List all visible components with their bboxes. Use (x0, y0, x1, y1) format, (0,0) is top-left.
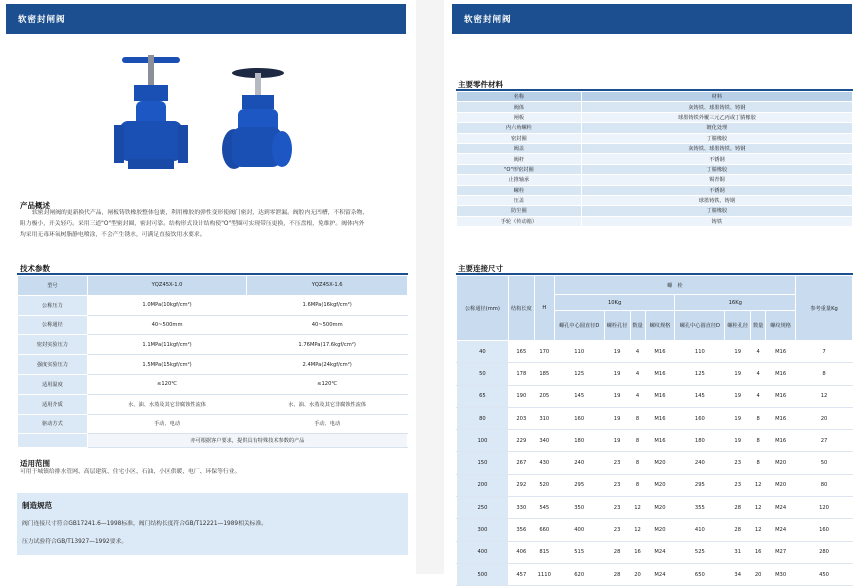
table-row (457, 430, 853, 452)
conn-cell: 406 (508, 541, 534, 563)
conn-cell: 280 (796, 541, 853, 563)
conn-cell: 20 (630, 563, 645, 585)
conn-cell: 7 (796, 341, 853, 363)
table-row (457, 154, 853, 164)
tech-value: ≤120℃ (247, 374, 408, 394)
conn-cell: 8 (796, 363, 853, 385)
part-material: 镀化处理 (581, 123, 852, 133)
part-name: 阀杆 (457, 154, 582, 164)
conn-cell: M16 (766, 407, 796, 429)
conn-cell: 110 (675, 341, 725, 363)
conn-cell: 80 (457, 407, 509, 429)
tech-value: 水、油、水蒸及其它非腐蚀性流体 (87, 394, 247, 414)
part-material: 灰铸铁、球墨铸铁、铸钢 (581, 143, 852, 153)
conn-cell: 16 (630, 541, 645, 563)
conn-cell: M16 (766, 385, 796, 407)
part-material: 丁腈橡胶 (581, 164, 852, 174)
standards-line-1: 阀门连接尺寸符合GB17241.6—1998标准，阀门结构长度符合GB/T12221—1989相关标准。 (22, 521, 268, 527)
conn-cell: 28 (725, 519, 751, 541)
conn-cell: M24 (645, 541, 675, 563)
conn-cell: 205 (534, 385, 554, 407)
conn-cell: 240 (675, 452, 725, 474)
conn-cell: 1110 (534, 563, 554, 585)
col-16kg: 16Kg (675, 295, 796, 311)
conn-cell: 19 (725, 341, 751, 363)
conn-cell: M24 (645, 563, 675, 585)
overview-title: 产品概述 (20, 201, 50, 210)
conn-cell: M16 (645, 407, 675, 429)
conn-cell: 125 (554, 363, 604, 385)
part-name: 阀体 (457, 102, 582, 112)
conn-cell: 28 (725, 497, 751, 519)
conn-cell: 525 (675, 541, 725, 563)
conn-cell: 815 (534, 541, 554, 563)
table-row (457, 497, 853, 519)
conn-cell: 23 (725, 474, 751, 496)
overview-line-3: 均采用无毒环氧树脂静电喷涂，不会产生锈水，可满足直接饮用水要求。 (20, 232, 206, 238)
tech-label: 强度实验压力 (18, 355, 88, 375)
right-page (444, 0, 856, 578)
standards-title: 制造规范 (22, 501, 52, 510)
table-row (457, 474, 853, 496)
standards-box (17, 493, 408, 555)
conn-cell: 430 (534, 452, 554, 474)
table-row (457, 363, 853, 385)
tech-value: 1.5MPa(15kgf/cm²) (87, 355, 247, 375)
part-material: 丁腈橡胶 (581, 133, 852, 143)
conn-cell: 4 (630, 385, 645, 407)
conn-cell: 310 (534, 407, 554, 429)
conn-cell: 27 (796, 430, 853, 452)
tech-value: 2.4MPa(24kgf/cm²) (247, 355, 408, 375)
part-name: 手轮（传动箱） (457, 216, 582, 226)
table-row (457, 341, 853, 363)
connection-title: 主要连接尺寸 (458, 264, 503, 273)
conn-cell: 23 (604, 497, 630, 519)
conn-cell: 8 (630, 452, 645, 474)
tech-label: 公称通径 (18, 315, 88, 335)
table-row (457, 563, 853, 585)
table-row (457, 385, 853, 407)
valve-image-1 (112, 55, 190, 183)
table-row (457, 112, 853, 122)
tech-value: 1.76MPa(17.6kgf/cm²) (247, 335, 408, 355)
conn-cell: 350 (554, 497, 604, 519)
conn-cell: M30 (766, 563, 796, 585)
conn-cell: 180 (554, 430, 604, 452)
conn-cell: 19 (725, 430, 751, 452)
conn-cell: 19 (604, 341, 630, 363)
conn-cell: 545 (534, 497, 554, 519)
tech-label: 适用温度 (18, 374, 88, 394)
conn-cell: 16 (751, 541, 766, 563)
conn-cell: 12 (751, 497, 766, 519)
conn-cell: 40 (457, 341, 509, 363)
conn-cell: 160 (554, 407, 604, 429)
tech-title: 技术参数 (20, 264, 50, 273)
conn-cell: 8 (751, 452, 766, 474)
conn-cell: M20 (645, 497, 675, 519)
conn-cell: 19 (725, 363, 751, 385)
col-length: 结构长度 (508, 276, 534, 341)
materials-header-1: 材料 (581, 92, 852, 102)
conn-cell: 515 (554, 541, 604, 563)
conn-cell: 19 (604, 407, 630, 429)
conn-cell: M16 (645, 385, 675, 407)
table-row (18, 335, 408, 355)
part-name: 内六角螺栓 (457, 123, 582, 133)
part-name: 止推轴承 (457, 175, 582, 185)
conn-cell: 23 (604, 519, 630, 541)
conn-cell: 8 (751, 430, 766, 452)
tech-value: 水、油、水蒸及其它非腐蚀性流体 (247, 394, 408, 414)
part-material: 丁腈橡胶 (581, 206, 852, 216)
table-row (457, 123, 853, 133)
conn-cell: 19 (725, 407, 751, 429)
conn-cell: M20 (766, 474, 796, 496)
conn-cell: 4 (630, 341, 645, 363)
conn-cell: 20 (751, 563, 766, 585)
conn-cell: 20 (796, 407, 853, 429)
conn-cell: 4 (630, 363, 645, 385)
conn-cell: 145 (675, 385, 725, 407)
overview-line-1: 软密封闸阀的更新换代产品，闸板铸铁橡胶整体包裹，利用橡胶的弹性变形使阀门密封，达到零泄漏。阀腔内无凹槽，不积留杂物， (32, 210, 369, 216)
conn-cell: 410 (675, 519, 725, 541)
conn-cell: 356 (508, 519, 534, 541)
conn-cell: 110 (554, 341, 604, 363)
materials-table (456, 91, 853, 227)
col-spec-16: 螺纹规格 (766, 311, 796, 341)
conn-cell: 165 (508, 341, 534, 363)
tech-note-row (18, 434, 408, 448)
tech-value: 1.6MPa(16kgf/cm²) (247, 295, 408, 315)
table-row (457, 519, 853, 541)
conn-cell: M16 (766, 341, 796, 363)
conn-cell: 620 (554, 563, 604, 585)
table-row (457, 143, 853, 153)
conn-cell: 145 (554, 385, 604, 407)
part-material: 不锈钢 (581, 185, 852, 195)
conn-cell: 178 (508, 363, 534, 385)
table-row (457, 175, 853, 185)
conn-cell: 450 (796, 563, 853, 585)
part-name: 阀盖 (457, 143, 582, 153)
conn-cell: 19 (604, 385, 630, 407)
tech-value: 1.0MPa(10kgf/cm²) (87, 295, 247, 315)
conn-cell: M16 (645, 430, 675, 452)
materials-header-0: 名称 (457, 92, 582, 102)
left-page (0, 0, 416, 574)
col-h: H (534, 276, 554, 341)
materials-title: 主要零件材料 (458, 80, 503, 89)
conn-cell: 150 (457, 452, 509, 474)
conn-cell: 4 (751, 385, 766, 407)
conn-cell: 267 (508, 452, 534, 474)
conn-cell: 19 (725, 385, 751, 407)
conn-cell: 292 (508, 474, 534, 496)
table-row (457, 102, 853, 112)
conn-cell: 23 (725, 452, 751, 474)
conn-cell: 8 (630, 430, 645, 452)
part-name: 防尘圈 (457, 206, 582, 216)
conn-cell: 31 (725, 541, 751, 563)
conn-cell: 125 (675, 363, 725, 385)
col-hole-10: 螺栓孔径 (604, 311, 630, 341)
conn-cell: 190 (508, 385, 534, 407)
col-qty-16: 数量 (751, 311, 766, 341)
conn-cell: 200 (457, 474, 509, 496)
part-name: 闸板 (457, 112, 582, 122)
part-material: 球墨铸铁外覆三元乙丙或丁腈橡胶 (581, 112, 852, 122)
part-material: 铸铁 (581, 216, 852, 226)
conn-cell: 28 (604, 563, 630, 585)
conn-cell: 295 (675, 474, 725, 496)
part-material: 锡青铜 (581, 175, 852, 185)
conn-cell: 8 (751, 407, 766, 429)
conn-cell: M16 (766, 430, 796, 452)
connection-table (456, 275, 853, 586)
conn-cell: 170 (534, 341, 554, 363)
conn-cell: 500 (457, 563, 509, 585)
col-pcd-16: 螺孔中心圆直径D (675, 311, 725, 341)
tech-label: 密封实验压力 (18, 335, 88, 355)
table-row (457, 541, 853, 563)
conn-cell: M20 (645, 519, 675, 541)
conn-cell: 28 (604, 541, 630, 563)
table-row (18, 355, 408, 375)
overview-line-2: 阻力极小，开关轻巧。采用三道"O"型密封圈，密封可靠。结构形式设计结构使"O"型圈可实现带压更换，不压盘根，免维护。阀体内外 (20, 221, 365, 227)
conn-cell: M24 (766, 519, 796, 541)
conn-cell: M24 (766, 497, 796, 519)
conn-cell: M20 (645, 452, 675, 474)
conn-cell: 240 (554, 452, 604, 474)
conn-cell: 12 (796, 385, 853, 407)
conn-cell: 120 (796, 497, 853, 519)
conn-cell: 50 (796, 452, 853, 474)
table-row (18, 315, 408, 335)
col-pcd-10: 螺孔中心圆直径D (554, 311, 604, 341)
tech-value: ≤120℃ (87, 374, 247, 394)
conn-cell: 100 (457, 430, 509, 452)
scope-text: 可用于城镇给排水管网、高层建筑、住宅小区、石油、小区供暖、电厂、环保等行业。 (20, 469, 241, 475)
conn-cell: 340 (534, 430, 554, 452)
conn-cell: 8 (630, 407, 645, 429)
conn-cell: 8 (630, 474, 645, 496)
conn-cell: 520 (534, 474, 554, 496)
tech-label: 公称压力 (18, 295, 88, 315)
conn-cell: 12 (751, 474, 766, 496)
tech-header-row (18, 276, 408, 296)
conn-cell: 19 (604, 363, 630, 385)
table-row (457, 195, 853, 205)
conn-cell: 300 (457, 519, 509, 541)
table-row (457, 216, 853, 226)
conn-cell: 4 (751, 341, 766, 363)
tech-value: 40~500mm (87, 315, 247, 335)
conn-cell: 160 (796, 519, 853, 541)
tech-label: 驱动方式 (18, 414, 88, 434)
tech-note: 亦可根据客户要求，提供具有特殊技术参数的产品 (87, 434, 407, 448)
conn-cell: M16 (766, 363, 796, 385)
conn-cell: M16 (645, 363, 675, 385)
conn-cell: 229 (508, 430, 534, 452)
conn-cell: 4 (751, 363, 766, 385)
standards-line-2: 压力试验符合GB/T13927—1992要求。 (22, 539, 128, 545)
page-gutter (416, 0, 444, 574)
col-spec-10: 螺纹规格 (645, 311, 675, 341)
conn-cell: 295 (554, 474, 604, 496)
conn-cell: 250 (457, 497, 509, 519)
conn-cell: 355 (675, 497, 725, 519)
part-name: "O"形密封圈 (457, 164, 582, 174)
table-row (457, 206, 853, 216)
table-row (18, 295, 408, 315)
conn-cell: 185 (534, 363, 554, 385)
conn-cell: 457 (508, 563, 534, 585)
col-10kg: 10Kg (554, 295, 675, 311)
tech-header-2: YQZ45X-1.6 (247, 276, 408, 296)
table-row (457, 407, 853, 429)
left-header: 软密封闸阀 (6, 4, 406, 34)
col-dn: 公称通径(mm) (457, 276, 509, 341)
conn-cell: M27 (766, 541, 796, 563)
conn-cell: 330 (508, 497, 534, 519)
conn-cell: M20 (645, 474, 675, 496)
conn-cell: 160 (675, 407, 725, 429)
tech-value: 手动、电动 (247, 414, 408, 434)
tech-header-0: 型号 (18, 276, 88, 296)
tech-value: 40~500mm (247, 315, 408, 335)
conn-cell: 400 (554, 519, 604, 541)
part-name: 密封圈 (457, 133, 582, 143)
tech-header-1: YQZ45X-1.0 (87, 276, 247, 296)
tech-label: 适用介质 (18, 394, 88, 414)
table-row (18, 394, 408, 414)
tech-value: 手动、电动 (87, 414, 247, 434)
conn-cell: 65 (457, 385, 509, 407)
part-material: 灰铸铁、球墨铸铁、铸钢 (581, 102, 852, 112)
conn-cell: 180 (675, 430, 725, 452)
part-material: 球墨铸铁、铸钢 (581, 195, 852, 205)
conn-cell: 12 (630, 519, 645, 541)
conn-cell: 12 (630, 497, 645, 519)
conn-cell: 50 (457, 363, 509, 385)
table-row (457, 452, 853, 474)
conn-cell: 19 (604, 430, 630, 452)
table-row (457, 164, 853, 174)
right-header: 软密封闸阀 (452, 4, 852, 34)
col-hole-16: 螺栓孔径 (725, 311, 751, 341)
tech-value: 1.1MPa(11kgf/cm²) (87, 335, 247, 355)
conn-cell: 34 (725, 563, 751, 585)
table-row (457, 133, 853, 143)
table-row (457, 185, 853, 195)
col-bolt-group: 螺 栓 (554, 276, 795, 295)
col-qty-10: 数量 (630, 311, 645, 341)
tech-table (17, 275, 408, 448)
conn-cell: 660 (534, 519, 554, 541)
conn-cell: 23 (604, 452, 630, 474)
conn-cell: 23 (604, 474, 630, 496)
conn-cell: M20 (766, 452, 796, 474)
materials-header-row (457, 92, 853, 102)
col-weight: 参考重量Kg (796, 276, 853, 341)
table-row (18, 414, 408, 434)
conn-cell: 203 (508, 407, 534, 429)
conn-cell: 80 (796, 474, 853, 496)
part-name: 螺栓 (457, 185, 582, 195)
part-material: 不锈钢 (581, 154, 852, 164)
conn-cell: 400 (457, 541, 509, 563)
conn-cell: 650 (675, 563, 725, 585)
scope-title: 适用范围 (20, 459, 50, 468)
valve-image-2 (218, 65, 298, 177)
part-name: 压盖 (457, 195, 582, 205)
conn-cell: M16 (645, 341, 675, 363)
table-row (18, 374, 408, 394)
conn-cell: 12 (751, 519, 766, 541)
